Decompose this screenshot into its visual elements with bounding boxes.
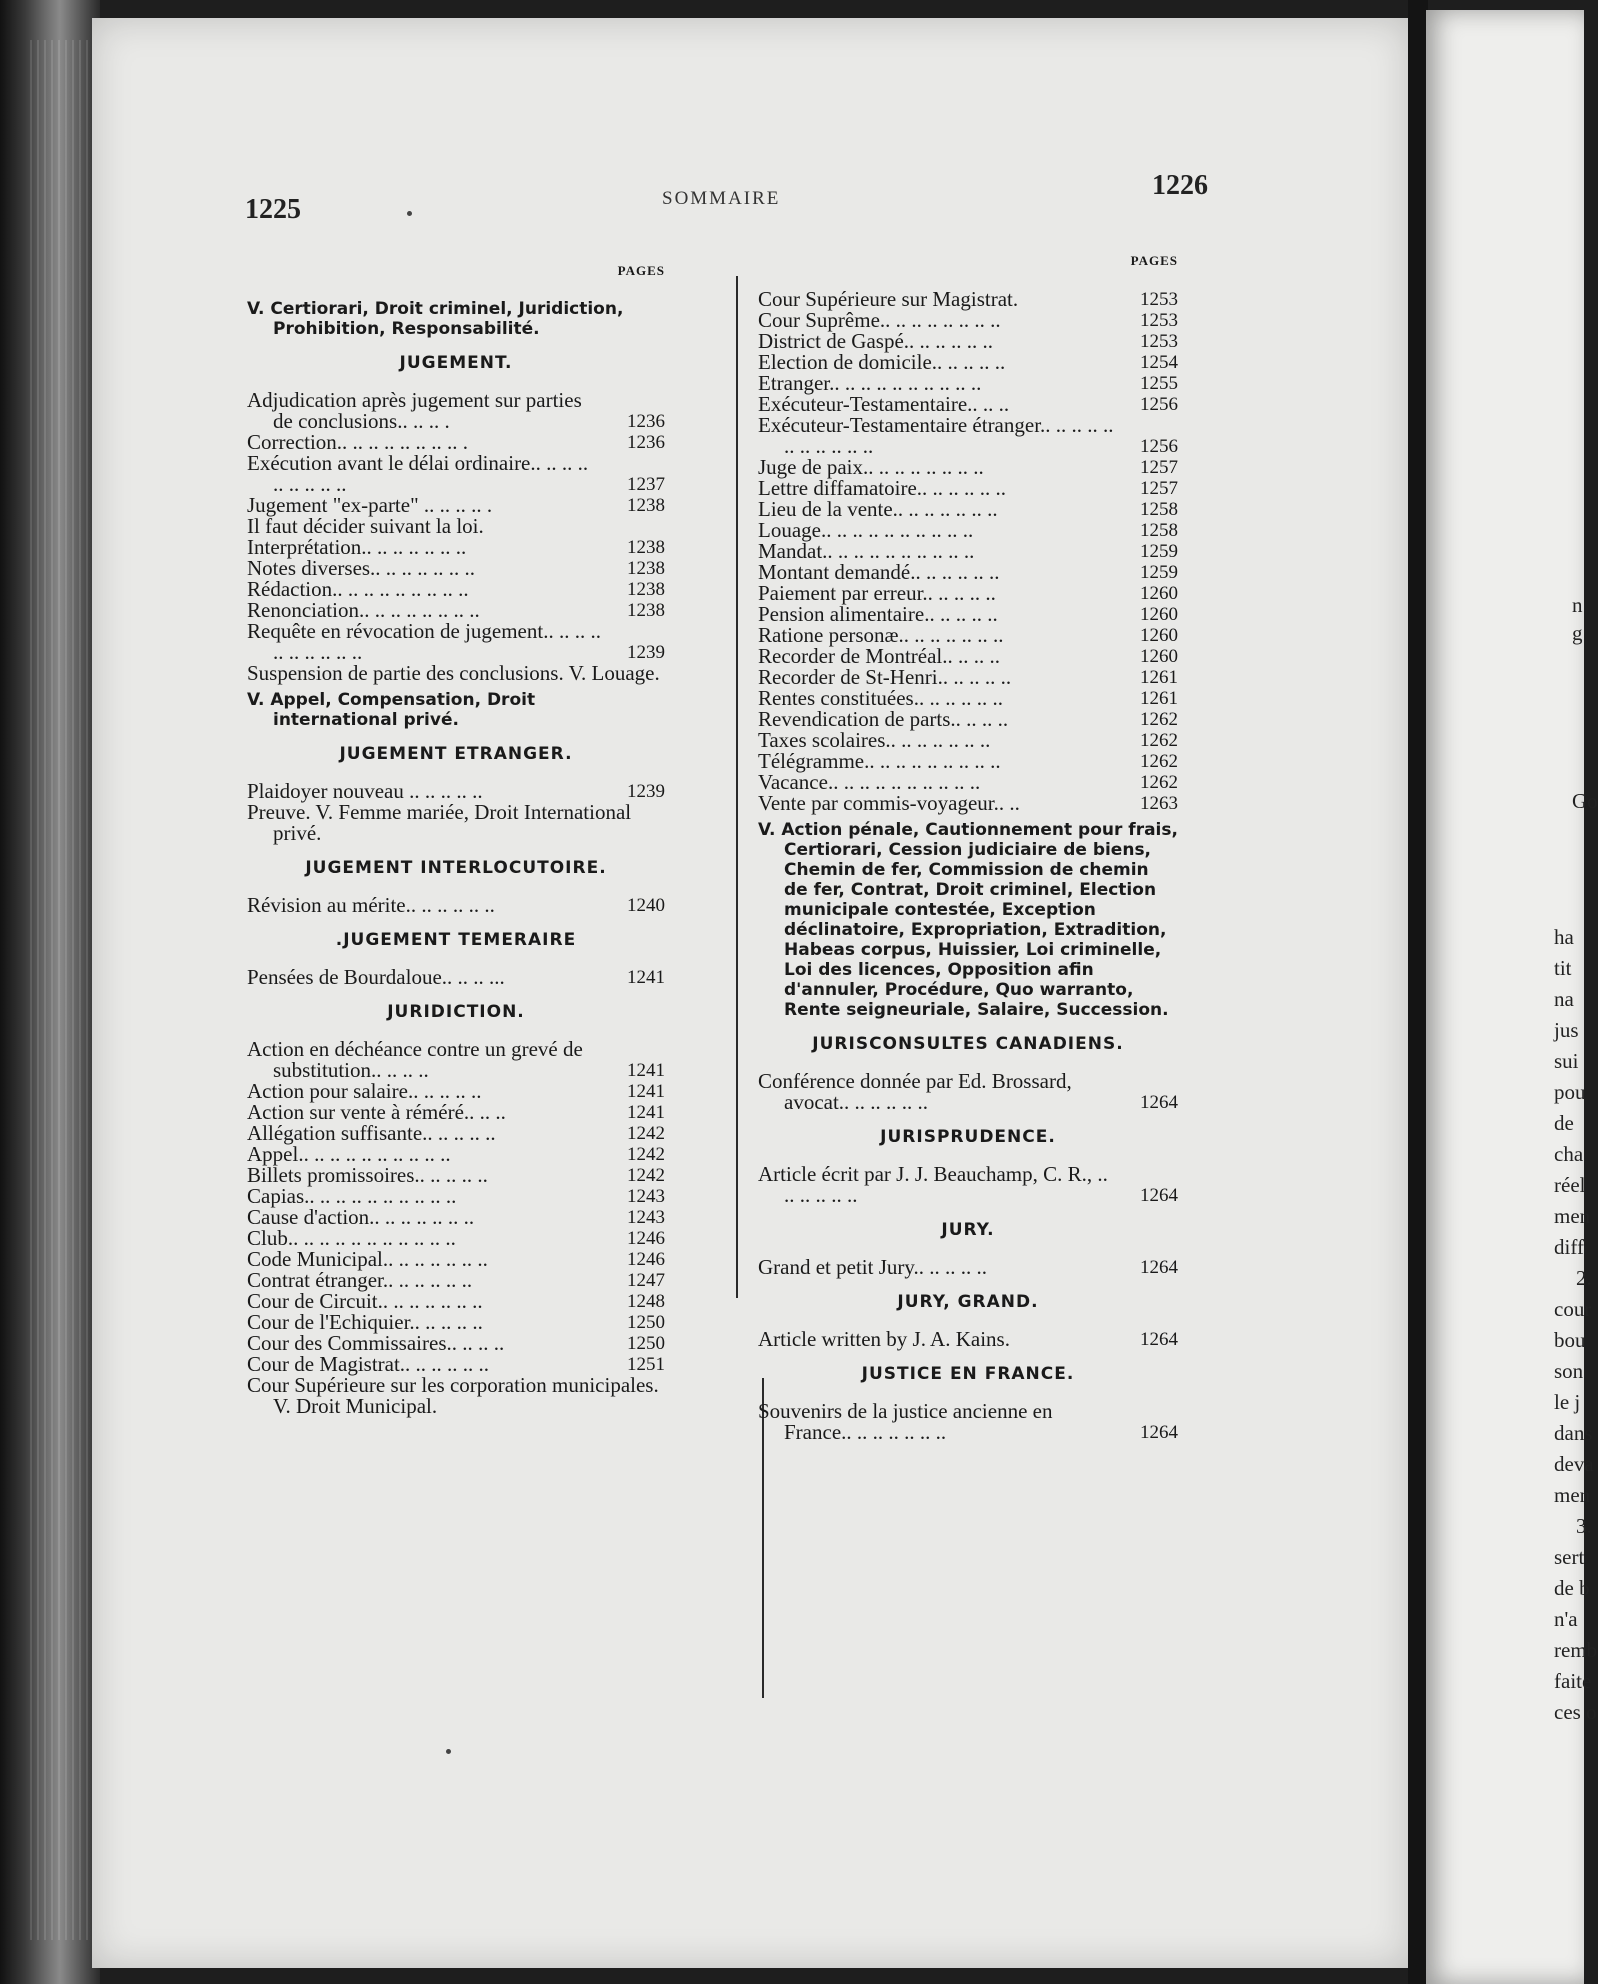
index-entry (247, 390, 665, 432)
entry-text: Action sur vente à réméré.. .. .. (247, 1100, 506, 1124)
fragment-text: na (1554, 987, 1574, 1011)
entry-page-number: 1262 (1140, 772, 1178, 793)
entry-text: Article écrit par J. J. Beauchamp, C. R., .. .. .. .. .. .. (758, 1162, 1108, 1207)
entry-page-number: 1242 (627, 1165, 665, 1186)
index-entry (758, 1329, 1178, 1350)
page-title: SOMMAIRE (662, 188, 781, 209)
left-index-column (247, 260, 665, 1417)
entry-page-number: 1241 (627, 1060, 665, 1081)
entry-text: District de Gaspé.. .. .. .. .. .. (758, 329, 994, 353)
entry-page-number: 1259 (1140, 562, 1178, 583)
entry-page-number: 1238 (627, 537, 665, 558)
index-entry (247, 1291, 665, 1312)
index-entry (758, 667, 1178, 688)
fragment-text: g (1572, 621, 1583, 645)
index-entry (758, 541, 1178, 562)
entry-page-number: 1255 (1140, 373, 1178, 394)
entry-page-number: 1246 (627, 1228, 665, 1249)
index-entry (758, 709, 1178, 730)
book-gutter (1408, 0, 1428, 1984)
entry-page-number: 1261 (1140, 688, 1178, 709)
fragment-text: ha (1554, 925, 1574, 949)
entry-text: Conférence donnée par Ed. Brossard, avocat.. .. .. .. .. .. (758, 1069, 1072, 1114)
entry-text: Révision au mérite.. .. .. .. .. .. (247, 893, 495, 917)
index-entry (758, 331, 1178, 352)
pages-column-label: PAGES (1130, 253, 1178, 268)
fragment-text: faite (1554, 1669, 1592, 1693)
entry-page-number: 1238 (627, 579, 665, 600)
fragment-text: pou (1554, 1080, 1586, 1104)
index-entry (758, 352, 1178, 373)
entry-page-number: 1262 (1140, 751, 1178, 772)
section-heading: JUGEMENT ETRANGER. (339, 744, 573, 764)
left-page-number: 1225 (245, 194, 301, 225)
entry-page-number: 1238 (627, 495, 665, 516)
entry-page-number: 1238 (627, 600, 665, 621)
fragment-text: men (1554, 1204, 1591, 1228)
index-entry (758, 289, 1178, 310)
index-entry (758, 583, 1178, 604)
entry-page-number: 1258 (1140, 499, 1178, 520)
index-entry (247, 1312, 665, 1333)
fragment-text: n (1572, 593, 1583, 617)
index-entry (247, 621, 665, 663)
cross-reference: V. Certiorari, Droit criminel, Juridiction, Prohibition, Responsabilité. (247, 299, 624, 339)
book-page-edges (0, 0, 100, 1984)
stacked-page-lines (30, 40, 90, 1940)
entry-page-number: 1257 (1140, 478, 1178, 499)
fragment-text: 3. (1576, 1514, 1592, 1538)
entry-text: Action pour salaire.. .. .. .. .. (247, 1079, 482, 1103)
entry-text: Ratione personæ.. .. .. .. .. .. .. (758, 623, 1004, 647)
entry-page-number: 1242 (627, 1144, 665, 1165)
entry-text: Mandat.. .. .. .. .. .. .. .. .. .. (758, 539, 975, 563)
entry-page-number: 1260 (1140, 625, 1178, 646)
entry-page-number: 1264 (1140, 1092, 1178, 1113)
index-entry (758, 688, 1178, 709)
print-speck (407, 211, 412, 216)
section-heading: JURISCONSULTES CANADIENS. (812, 1034, 1124, 1054)
entry-text: Code Municipal.. .. .. .. .. .. .. (247, 1247, 488, 1271)
section-heading: .JUGEMENT TEMERAIRE (335, 930, 577, 950)
entry-page-number: 1236 (627, 411, 665, 432)
fragment-text: jus (1554, 1018, 1579, 1042)
entry-page-number: 1258 (1140, 520, 1178, 541)
fragment-text: tit (1554, 956, 1572, 980)
index-entry (758, 646, 1178, 667)
index-entry (247, 1123, 665, 1144)
fragment-text: 2. (1576, 1266, 1592, 1290)
entry-text: Cause d'action.. .. .. .. .. .. .. (247, 1205, 475, 1229)
entry-page-number: 1241 (627, 967, 665, 988)
right-index-column (758, 250, 1178, 1443)
book-page (92, 18, 1410, 1968)
index-entry (758, 457, 1178, 478)
pages-column-label: PAGES (617, 263, 665, 278)
index-note: Preuve. V. Femme mariée, Droit International privé. (247, 800, 632, 845)
fragment-text: réel (1554, 1173, 1586, 1197)
index-entry (758, 520, 1178, 541)
fragment-paragraphs (1554, 922, 1597, 1728)
entry-page-number: 1243 (627, 1207, 665, 1228)
index-entry (758, 604, 1178, 625)
entry-text: Recorder de Montréal.. .. .. .. (758, 644, 1001, 668)
entry-text: Contrat étranger.. .. .. .. .. .. (247, 1268, 473, 1292)
entry-text: Plaidoyer nouveau .. .. .. .. .. (247, 779, 483, 803)
entry-page-number: 1253 (1140, 310, 1178, 331)
right-page-number: 1226 (1152, 170, 1208, 201)
fragment-text: son (1554, 1359, 1584, 1383)
index-entry (758, 751, 1178, 772)
index-entry (758, 310, 1178, 331)
index-entry (758, 1257, 1178, 1278)
adjacent-page-fragment (1426, 10, 1598, 1984)
entry-page-number: 1250 (627, 1312, 665, 1333)
entry-text: Requête en révocation de jugement.. .. .. .. .. .. .. .. .. .. (247, 619, 601, 664)
index-entry (758, 793, 1178, 814)
entry-text: Taxes scolaires.. .. .. .. .. .. .. (758, 728, 991, 752)
entry-text: Exécuteur-Testamentaire étranger.. .. .. .. .. .. .. .. .. .. .. (758, 413, 1114, 458)
entry-text: Exécution avant le délai ordinaire.. .. .. .. .. .. .. .. .. (247, 451, 589, 496)
entry-text: Adjudication après jugement sur parties de conclusions.. .. .. . (247, 388, 582, 433)
index-entry (247, 1186, 665, 1207)
cross-reference: V. Appel, Compensation, Droit international privé. (247, 690, 536, 730)
entry-text: Juge de paix.. .. .. .. .. .. .. .. (758, 455, 984, 479)
entry-text: Rédaction.. .. .. .. .. .. .. .. .. (247, 577, 469, 601)
entry-page-number: 1254 (1140, 352, 1178, 373)
index-entry (247, 558, 665, 579)
section-heading: JUSTICE EN FRANCE. (861, 1364, 1075, 1384)
section-heading: JUGEMENT INTERLOCUTOIRE. (305, 858, 607, 878)
section-heading: JURY. (941, 1220, 995, 1240)
fragment-text: sert (1554, 1545, 1585, 1569)
fragment-text: deva (1554, 1452, 1594, 1476)
index-entry (247, 781, 665, 802)
entry-text: Interprétation.. .. .. .. .. .. .. (247, 535, 467, 559)
entry-text: Notes diverses.. .. .. .. .. .. .. (247, 556, 476, 580)
entry-page-number: 1256 (1140, 394, 1178, 415)
fragment-text: Go (1572, 789, 1598, 813)
entry-page-number: 1253 (1140, 331, 1178, 352)
index-entry (758, 625, 1178, 646)
index-note: Suspension de partie des conclusions. V. Louage. (247, 661, 660, 685)
entry-text: Club.. .. .. .. .. .. .. .. .. .. .. (247, 1226, 456, 1250)
entry-page-number: 1260 (1140, 646, 1178, 667)
entry-text: Pension alimentaire.. .. .. .. .. (758, 602, 998, 626)
index-entry (247, 1354, 665, 1375)
entry-text: Cour de l'Echiquier.. .. .. .. .. (247, 1310, 483, 1334)
entry-page-number: 1239 (627, 781, 665, 802)
entry-text: Cour Supérieure sur Magistrat. (758, 287, 1019, 311)
index-entry (758, 772, 1178, 793)
index-entry (247, 453, 665, 495)
entry-page-number: 1240 (627, 895, 665, 916)
section-heading: JURIDICTION. (387, 1002, 525, 1022)
entry-text: Vente par commis-voyageur.. .. (758, 791, 1020, 815)
entry-page-number: 1243 (627, 1186, 665, 1207)
entry-page-number: 1239 (627, 642, 665, 663)
index-entry (758, 478, 1178, 499)
fragment-text: le j (1554, 1390, 1581, 1414)
fragment-text: dans (1554, 1421, 1593, 1445)
fragment-text: sui (1554, 1049, 1579, 1073)
entry-page-number: 1247 (627, 1270, 665, 1291)
index-entry (247, 432, 665, 453)
entry-page-number: 1264 (1140, 1329, 1178, 1350)
entry-page-number: 1242 (627, 1123, 665, 1144)
index-entry (247, 895, 665, 916)
entry-text: Allégation suffisante.. .. .. .. .. (247, 1121, 496, 1145)
entry-page-number: 1256 (1140, 436, 1178, 457)
index-entry (758, 499, 1178, 520)
entry-page-number: 1241 (627, 1081, 665, 1102)
fragment-text: de b (1554, 1576, 1590, 1600)
column-rule-upper (736, 276, 738, 1298)
entry-text: Rentes constituées.. .. .. .. .. .. (758, 686, 1003, 710)
index-entry (758, 1164, 1178, 1206)
index-entry (247, 1207, 665, 1228)
entry-text: Correction.. .. .. .. .. .. .. .. . (247, 430, 469, 454)
entry-text: Appel.. .. .. .. .. .. .. .. .. .. (247, 1142, 451, 1166)
fragment-text: de (1554, 1111, 1574, 1135)
index-entry (247, 1081, 665, 1102)
entry-page-number: 1251 (627, 1354, 665, 1375)
entry-text: Lettre diffamatoire.. .. .. .. .. .. (758, 476, 1007, 500)
entry-page-number: 1262 (1140, 730, 1178, 751)
entry-page-number: 1246 (627, 1249, 665, 1270)
entry-page-number: 1253 (1140, 289, 1178, 310)
section-heading: JURY, GRAND. (897, 1292, 1039, 1312)
entry-text: Etranger.. .. .. .. .. .. .. .. .. .. (758, 371, 982, 395)
entry-text: Louage.. .. .. .. .. .. .. .. .. .. (758, 518, 974, 542)
index-note: Cour Supérieure sur les corporation municipales. V. Droit Municipal. (247, 1373, 659, 1418)
index-entry (247, 1144, 665, 1165)
cross-reference: V. Action pénale, Cautionnement pour frais, Certiorari, Cession judiciaire de biens, Chemin de fer, Commission de chemin de fer, Contrat, Droit criminel, Election municipale contestée, Exception déclinatoire, Expropriation, Extradition, Habeas corpus, Huissier, Loi criminelle, Loi des licences, Opposition afin d'annuler, Procédure, Quo warranto, Rente seigneuriale, Salaire, Succession. (758, 820, 1178, 1020)
entry-text: Lieu de la vente.. .. .. .. .. .. .. (758, 497, 998, 521)
entry-text: Cour de Magistrat.. .. .. .. .. .. (247, 1352, 490, 1376)
entry-text: Action en déchéance contre un grevé de substitution.. .. .. .. (247, 1037, 583, 1082)
index-entry (247, 1333, 665, 1354)
entry-text: Recorder de St-Henri.. .. .. .. .. (758, 665, 1012, 689)
entry-text: Exécuteur-Testamentaire.. .. .. (758, 392, 1010, 416)
index-entry (247, 537, 665, 558)
fragment-text: ces o (1554, 1700, 1597, 1724)
entry-page-number: 1259 (1140, 541, 1178, 562)
entry-page-number: 1264 (1140, 1185, 1178, 1206)
index-entry (758, 730, 1178, 751)
entry-page-number: 1262 (1140, 709, 1178, 730)
entry-text: Souvenirs de la justice ancienne en France.. .. .. .. .. .. .. (758, 1399, 1053, 1444)
entry-page-number: 1264 (1140, 1422, 1178, 1443)
index-entry (247, 1165, 665, 1186)
entry-text: Vacance.. .. .. .. .. .. .. .. .. .. (758, 770, 981, 794)
fragment-text: bou (1554, 1328, 1586, 1352)
entry-page-number: 1264 (1140, 1257, 1178, 1278)
entry-text: Grand et petit Jury.. .. .. .. .. (758, 1255, 988, 1279)
entry-text: Revendication de parts.. .. .. .. (758, 707, 1009, 731)
fragment-text: diff (1554, 1235, 1584, 1259)
index-entry (247, 1228, 665, 1249)
index-entry (247, 579, 665, 600)
entry-text: Capias.. .. .. .. .. .. .. .. .. .. (247, 1184, 457, 1208)
index-entry (758, 1071, 1178, 1113)
entry-text: Montant demandé.. .. .. .. .. .. (758, 560, 1000, 584)
entry-page-number: 1238 (627, 558, 665, 579)
section-heading: JURISPRUDENCE. (880, 1127, 1056, 1147)
entry-text: Election de domicile.. .. .. .. .. (758, 350, 1006, 374)
entry-text: Cour de Circuit.. .. .. .. .. .. .. (247, 1289, 483, 1313)
index-entry (247, 1249, 665, 1270)
entry-text: Paiement par erreur.. .. .. .. .. (758, 581, 996, 605)
index-entry (247, 1039, 665, 1081)
entry-page-number: 1257 (1140, 457, 1178, 478)
entry-page-number: 1248 (627, 1291, 665, 1312)
entry-page-number: 1263 (1140, 793, 1178, 814)
entry-text: Article written by J. A. Kains. (758, 1327, 1010, 1351)
fragment-text: men (1554, 1483, 1591, 1507)
entry-page-number: 1236 (627, 432, 665, 453)
print-speck (446, 1749, 451, 1754)
entry-page-number: 1241 (627, 1102, 665, 1123)
index-entry (247, 600, 665, 621)
index-entry (758, 394, 1178, 415)
entry-page-number: 1260 (1140, 583, 1178, 604)
index-entry (247, 1102, 665, 1123)
entry-page-number: 1250 (627, 1333, 665, 1354)
entry-text: Jugement "ex-parte" .. .. .. .. . (247, 493, 493, 517)
entry-text: Billets promissoires.. .. .. .. .. (247, 1163, 488, 1187)
entry-page-number: 1261 (1140, 667, 1178, 688)
fragment-text: cour (1554, 1297, 1592, 1321)
section-heading: JUGEMENT. (399, 353, 513, 373)
index-entry (758, 415, 1178, 457)
index-entry (247, 967, 665, 988)
index-entry (247, 495, 665, 516)
index-note: Il faut décider suivant la loi. (247, 514, 484, 538)
entry-text: Renonciation.. .. .. .. .. .. .. .. (247, 598, 480, 622)
entry-text: Cour des Commissaires.. .. .. .. (247, 1331, 505, 1355)
entry-page-number: 1237 (627, 474, 665, 495)
entry-text: Cour Suprême.. .. .. .. .. .. .. .. (758, 308, 1001, 332)
index-entry (247, 1270, 665, 1291)
index-entry (758, 562, 1178, 583)
fragment-text: cha (1554, 1142, 1584, 1166)
entry-text: Pensées de Bourdaloue.. .. .. ... (247, 965, 505, 989)
entry-text: Télégramme.. .. .. .. .. .. .. .. .. (758, 749, 1001, 773)
fragment-text: remb (1554, 1638, 1598, 1662)
index-entry (758, 373, 1178, 394)
entry-page-number: 1260 (1140, 604, 1178, 625)
fragment-text: n'a (1554, 1607, 1578, 1631)
index-entry (758, 1401, 1178, 1443)
